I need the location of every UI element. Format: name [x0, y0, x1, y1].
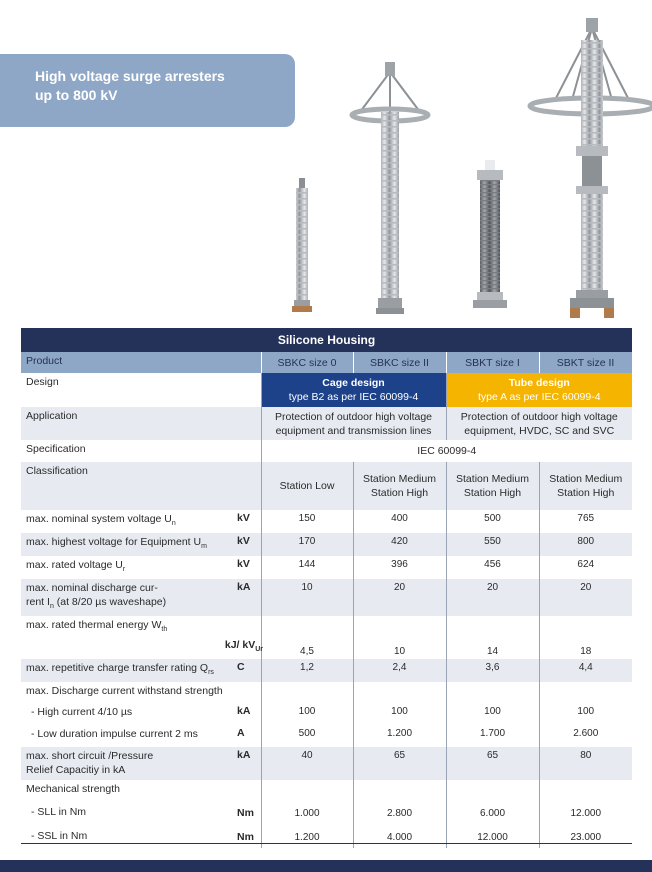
cage-design-cell: [261, 373, 446, 407]
table-row-mechanical-heading: [21, 780, 632, 800]
un-value-1: 150: [261, 510, 353, 533]
table-header-row: [21, 352, 632, 373]
mechanical-label: Mechanical strength: [21, 780, 261, 800]
table-row-qrs: [21, 659, 632, 682]
wth-value-2: 10: [353, 616, 446, 659]
short-circuit-value-2: 65: [353, 747, 446, 780]
wth-label: max. rated thermal energy $W_{th}$ kJ/ $kV_{Ur}$: [21, 616, 237, 659]
un-label: max. nominal system voltage $U_n$: [21, 510, 237, 533]
table-row-specification: [21, 440, 632, 462]
ssl-unit: Nm: [237, 824, 261, 848]
sll-value-1: 1.000: [261, 800, 353, 824]
um-value-1: 170: [261, 533, 353, 556]
sll-value-2: 2.800: [353, 800, 446, 824]
specification-value: IEC 60099-4: [261, 440, 632, 462]
sll-value-3: 6.000: [446, 800, 539, 824]
sll-value-4: 12.000: [539, 800, 632, 824]
table-row-discharge-heading: [21, 682, 632, 703]
specification-label: Specification: [21, 440, 261, 462]
low-duration-value-2: 1.200: [353, 725, 446, 747]
ssl-value-4: 23.000: [539, 824, 632, 848]
um-label: max. highest voltage for Equipment $U_m$: [21, 533, 237, 556]
qrs-value-3: 3,6: [446, 659, 539, 682]
header-col-sbkc-2: SBKC size II: [353, 352, 446, 373]
wth-value-4: 18: [539, 616, 632, 659]
tube-design-sub: type A as per IEC 60099-4: [477, 391, 601, 403]
low-duration-value-4: 2.600: [539, 725, 632, 747]
short-circuit-label: max. short circuit /Pressure Relief Capacitiy in kA: [21, 747, 237, 780]
qrs-value-1: 1,2: [261, 659, 353, 682]
table-row-design: [21, 373, 632, 407]
ur-unit: kV: [237, 556, 261, 579]
table-row-low-duration: [21, 725, 632, 747]
in-value-1: 10: [261, 579, 353, 616]
cage-design-sub: type B2 as per IEC 60099-4: [288, 391, 419, 403]
classification-col-2: Station Medium Station High: [353, 462, 446, 510]
um-unit: kV: [237, 533, 261, 556]
table-row-wth: [21, 616, 632, 659]
ur-value-2: 396: [353, 556, 446, 579]
qrs-label: max. repetitive charge transfer rating $Q_{rs}$: [21, 659, 237, 682]
ur-label: max. rated voltage $U_r$: [21, 556, 237, 579]
un-unit: kV: [237, 510, 261, 533]
wth-value-1: 4,5: [261, 616, 353, 659]
ssl-label: - SSL in Nm: [21, 824, 237, 848]
table-title: Silicone Housing: [21, 328, 632, 352]
ssl-value-1: 1.200: [261, 824, 353, 848]
table-bottom-rule: [21, 843, 632, 844]
in-label: max. nominal discharge cur- rent $I_n$ (at 8/20 µs waveshape): [21, 579, 237, 616]
high-current-unit: kA: [237, 703, 261, 725]
table-row-sll: [21, 800, 632, 824]
table-row-un: [21, 510, 632, 533]
classification-col-1: Station Low: [261, 462, 353, 510]
un-value-3: 500: [446, 510, 539, 533]
short-circuit-value-1: 40: [261, 747, 353, 780]
table-title-row: [21, 328, 632, 352]
table-row-short-circuit: [21, 747, 632, 780]
sll-unit: Nm: [237, 800, 261, 824]
high-current-value-3: 100: [446, 703, 539, 725]
high-current-label: - High current 4/10 µs: [21, 703, 237, 725]
arrester-sbkc-size-0-icon: [292, 178, 312, 312]
table-row-um: [21, 533, 632, 556]
short-circuit-unit: kA: [237, 747, 261, 780]
arrester-sbkt-size-1-icon: [473, 160, 507, 308]
un-value-4: 765: [539, 510, 632, 533]
header-col-sbkt-2: SBKT size II: [539, 352, 632, 373]
wth-unit: kJ/ $kV_{Ur}$: [224, 639, 263, 654]
short-circuit-value-4: 80: [539, 747, 632, 780]
design-label: Design: [21, 373, 261, 407]
header-product-label: Product: [21, 352, 261, 373]
application-tube-text: Protection of outdoor high voltage equipment, HVDC, SC and SVC: [446, 407, 632, 440]
in-unit: kA: [237, 579, 261, 616]
classification-col-3: Station Medium Station High: [446, 462, 539, 510]
footer-bar: [0, 860, 652, 872]
table-row-classification: [21, 462, 632, 510]
qrs-value-4: 4,4: [539, 659, 632, 682]
classification-label: Classification: [21, 462, 261, 510]
ssl-value-2: 4.000: [353, 824, 446, 848]
table-row-high-current: [21, 703, 632, 725]
low-duration-label: - Low duration impulse current 2 ms: [21, 725, 237, 747]
um-value-3: 550: [446, 533, 539, 556]
qrs-unit: C: [237, 659, 261, 682]
spec-table: [21, 328, 633, 848]
table-row-application: [21, 407, 632, 440]
in-value-2: 20: [353, 579, 446, 616]
table-row-ur: [21, 556, 632, 579]
low-duration-value-3: 1.700: [446, 725, 539, 747]
arrester-sbkt-size-2-icon: [530, 18, 652, 318]
wth-value-3: 14: [446, 616, 539, 659]
ur-value-4: 624: [539, 556, 632, 579]
high-current-value-1: 100: [261, 703, 353, 725]
in-value-3: 20: [446, 579, 539, 616]
qrs-value-2: 2,4: [353, 659, 446, 682]
header-col-sbkc-0: SBKC size 0: [261, 352, 353, 373]
low-duration-unit: A: [237, 725, 261, 747]
high-current-value-2: 100: [353, 703, 446, 725]
classification-col-4: Station Medium Station High: [539, 462, 632, 510]
low-duration-value-1: 500: [261, 725, 353, 747]
header-col-sbkt-1: SBKT size I: [446, 352, 539, 373]
tube-design-title: Tube design: [508, 377, 570, 389]
um-value-2: 420: [353, 533, 446, 556]
title-banner: [0, 54, 295, 127]
table-row-ssl: [21, 824, 632, 848]
um-value-4: 800: [539, 533, 632, 556]
cage-design-title: Cage design: [322, 377, 385, 389]
application-label: Application: [21, 407, 261, 440]
application-cage-text: Protection of outdoor high voltage equipment and transmission lines: [261, 407, 446, 440]
ur-value-1: 144: [261, 556, 353, 579]
table-row-in: [21, 579, 632, 616]
short-circuit-value-3: 65: [446, 747, 539, 780]
discharge-label: max. Discharge current withstand strength: [21, 682, 261, 703]
un-value-2: 400: [353, 510, 446, 533]
banner-line-1: High voltage surge arresters: [35, 68, 225, 84]
in-value-4: 20: [539, 579, 632, 616]
banner-line-2: up to 800 kV: [35, 87, 118, 103]
high-current-value-4: 100: [539, 703, 632, 725]
tube-design-cell: [446, 373, 632, 407]
ssl-value-3: 12.000: [446, 824, 539, 848]
arrester-photos: [270, 0, 652, 326]
arrester-sbkc-size-2-icon: [352, 62, 428, 314]
ur-value-3: 456: [446, 556, 539, 579]
sll-label: - SLL in Nm: [21, 800, 237, 824]
